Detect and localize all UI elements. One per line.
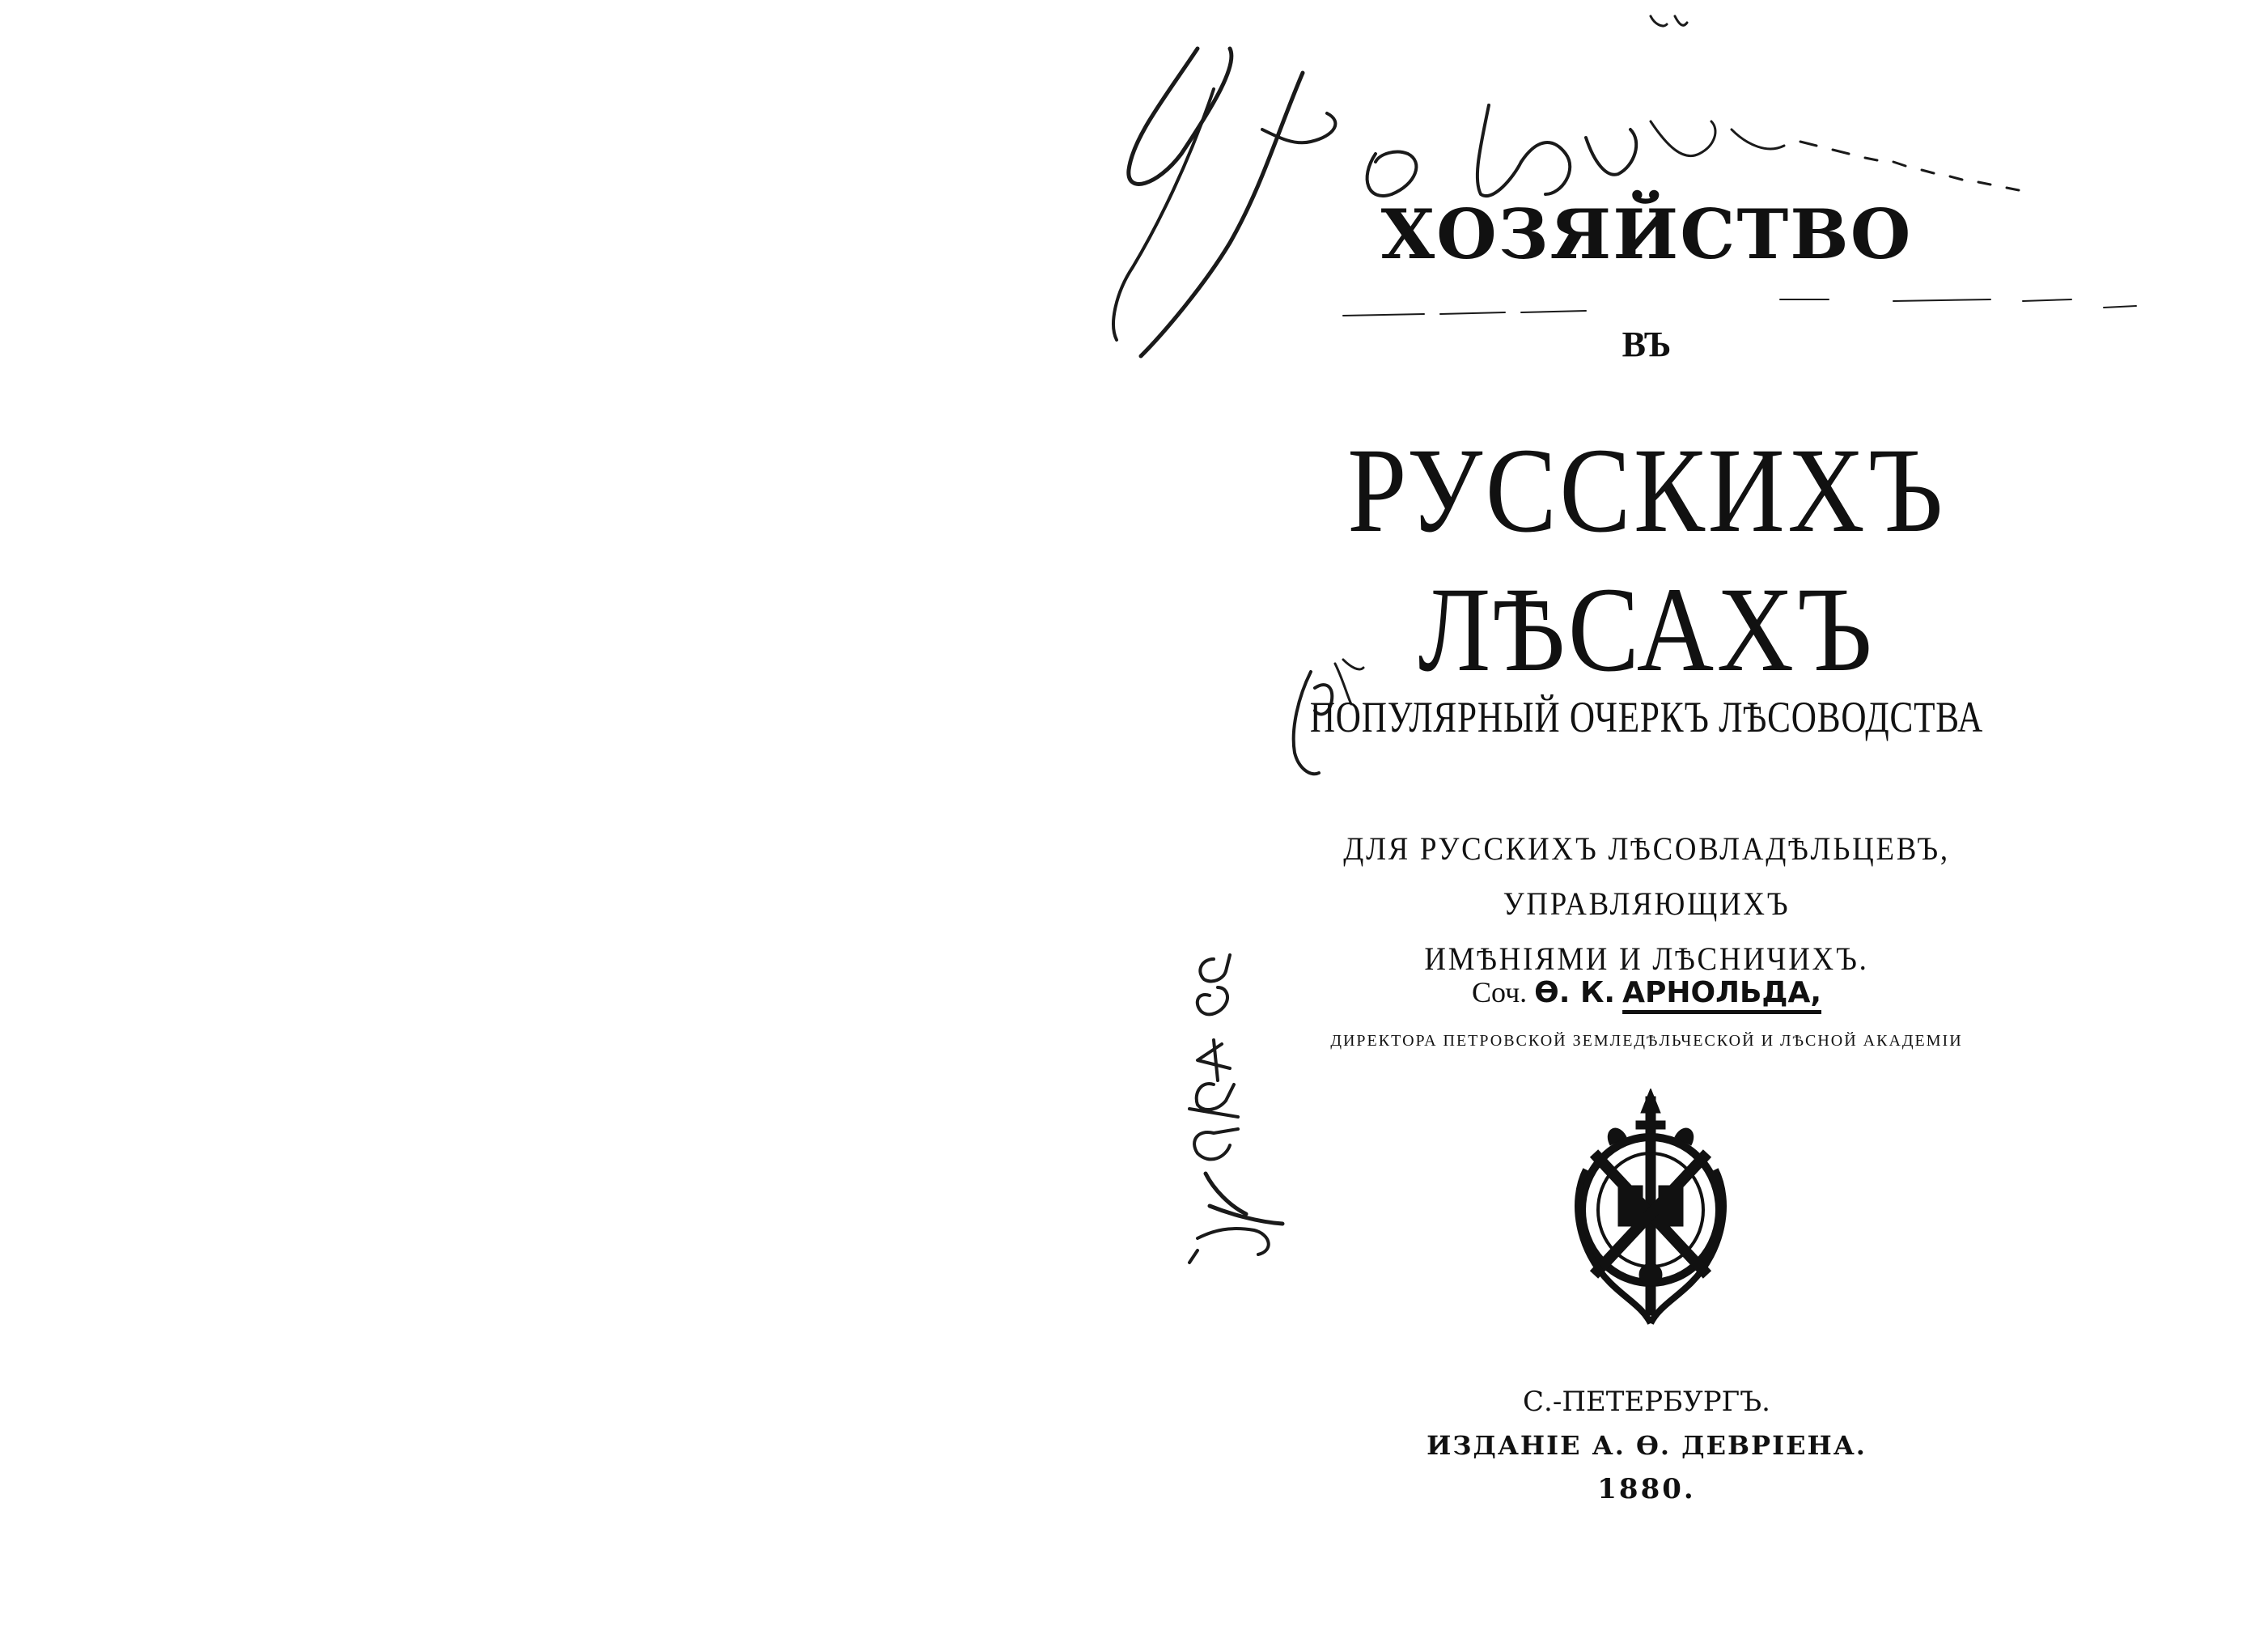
title-line-2: ВЪ	[1622, 325, 1672, 364]
author-surname: АРНОЛЬДА,	[1622, 976, 1822, 1009]
imprint-block	[1181, 1380, 2112, 1511]
title-line-3: РУССКИХЪ ЛѢСАХЪ	[1347, 423, 1946, 697]
audience-line-2: ИМѢНІЯМИ И ЛѢСНИЧИХЪ.	[1424, 940, 1869, 977]
author-position: ДИРЕКТОРА ПЕТРОВСКОЙ ЗЕМЛЕДѢЛЬЧЕСКОЙ И ЛѢСНОЙ АКАДЕМІИ	[1330, 1032, 1963, 1050]
audience-block	[1219, 821, 2075, 987]
title-line-1: ХОЗЯЙСТВО	[1380, 194, 1913, 274]
subtitle: ПОПУЛЯРНЫЙ ОЧЕРКЪ ЛѢСОВОДСТВА	[1309, 693, 1984, 741]
publisher-device-emblem-icon	[1570, 1089, 1732, 1331]
author-initials: Ѳ. К.	[1534, 976, 1616, 1009]
imprint-publisher: ИЗДАНІЕ А. Ѳ. ДЕВРІЕНА.	[1427, 1430, 1867, 1461]
imprint-city: С.-ПЕТЕРБУРГЪ.	[1523, 1386, 1770, 1418]
author-line	[1181, 975, 2112, 1009]
imprint-year: 1880.	[1597, 1473, 1696, 1505]
author-prefix: Соч.	[1471, 976, 1528, 1008]
audience-line-1: ДЛЯ РУССКИХЪ ЛѢСОВЛАДѢЛЬЦЕВЪ, УПРАВЛЯЮЩИХЪ	[1343, 830, 1950, 922]
